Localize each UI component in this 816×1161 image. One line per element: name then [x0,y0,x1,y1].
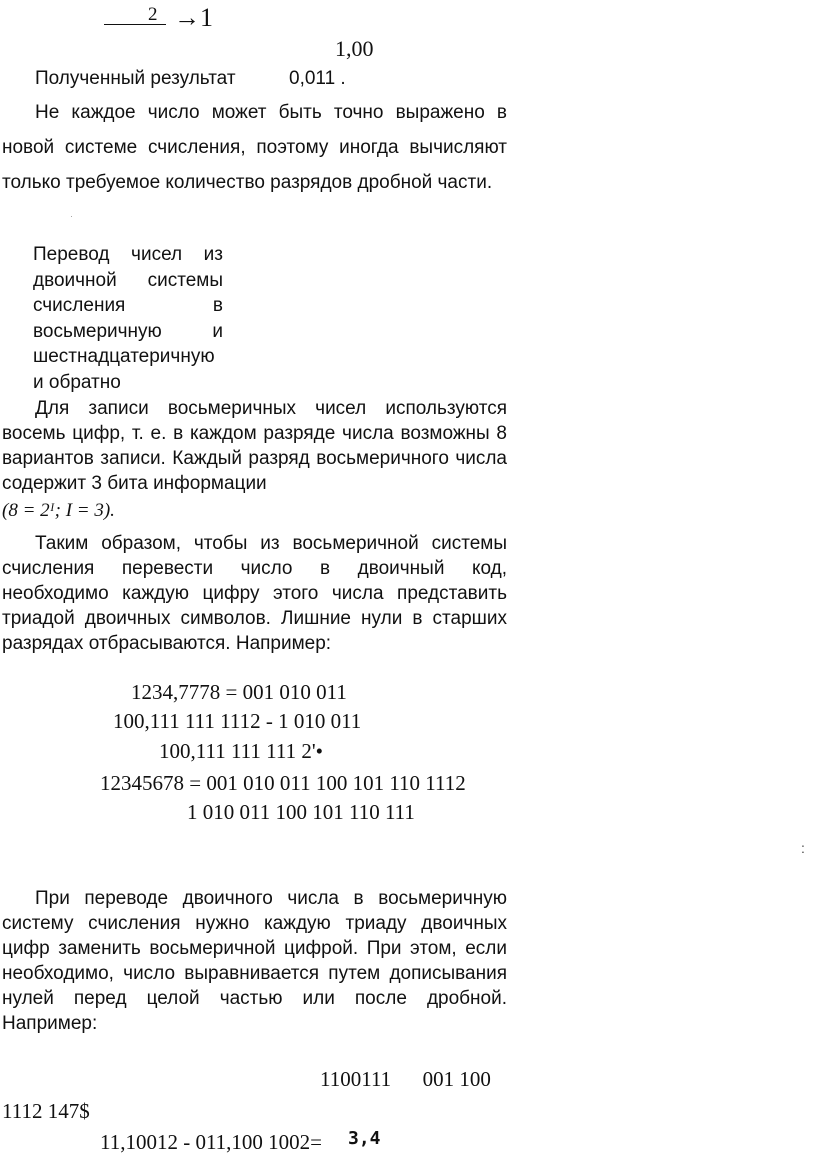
value-one: 1,00 [335,36,374,61]
stray-dot [71,216,72,217]
example-line-3: 100,111 111 111 2'• [159,739,323,763]
fraction-arrow: →1 [174,3,213,32]
paragraph-binary: При переводе двоичного числа в восьмеричную систему счисления нужно каждую триаду двоичных цифр заменить восьмеричной цифрой. При этом, если необходимо, число выравнивается путем дописывания нулей перед целой частью или после дробной. Например: [2,888,507,1034]
bottom-line-3: 11,10012 - 011,100 1002= [100,1130,323,1154]
heading-line-6: и обратно [33,371,121,393]
margin-mark: : [801,840,805,856]
formula: (8 = 2ᴵ; I = 3). [2,500,115,521]
example-line-1: 1234,7778 = 001 010 011 [131,680,347,704]
paragraph-intro: Не каждое число может быть точно выражено в новой системе счисления, поэтому иногда вычисляют только требуемое количество разрядов дробной части. [2,102,507,193]
result-value: 0,011 . [289,68,346,89]
paragraph-triads: Таким образом, чтобы из восьмеричной системы счисления перевести число в двоичный код, необходимо каждую цифру этого числа представить триадой двоичных символов. Лишние нули в старших разрядах отбрасываются. Например: [2,533,507,654]
paragraph-octal: Для записи восьмеричных чисел используются восемь цифр, т. е. в каждом разряде числа возможны 8 вариантов записи. Каждый разряд восьмеричного числа содержит 3 бита информации [2,398,507,494]
heading-line-4: восьмеричную и [33,320,223,342]
heading-line-3: счисления в [33,295,223,317]
bottom-line-3-tail: 3,4 [348,1128,381,1149]
heading-line-2: двоичной системы [33,269,223,291]
example-line-5: 1 010 011 100 101 110 111 [187,800,415,824]
section-heading [33,242,223,396]
bottom-line-1: 1100111 001 100 [320,1067,491,1091]
result-label: Полученный результат [35,68,236,89]
heading-line-1: Перевод чисел из [33,244,223,265]
example-line-2: 100,111 111 1112 - 1 010 011 [113,709,362,733]
heading-line-5: шестнадцатеричную [33,346,215,368]
example-line-4: 12345678 = 001 010 011 100 101 110 1112 [100,771,466,795]
bottom-line-2: 1112 147$ [2,1099,90,1123]
fraction-numerator: 2 [148,4,158,25]
